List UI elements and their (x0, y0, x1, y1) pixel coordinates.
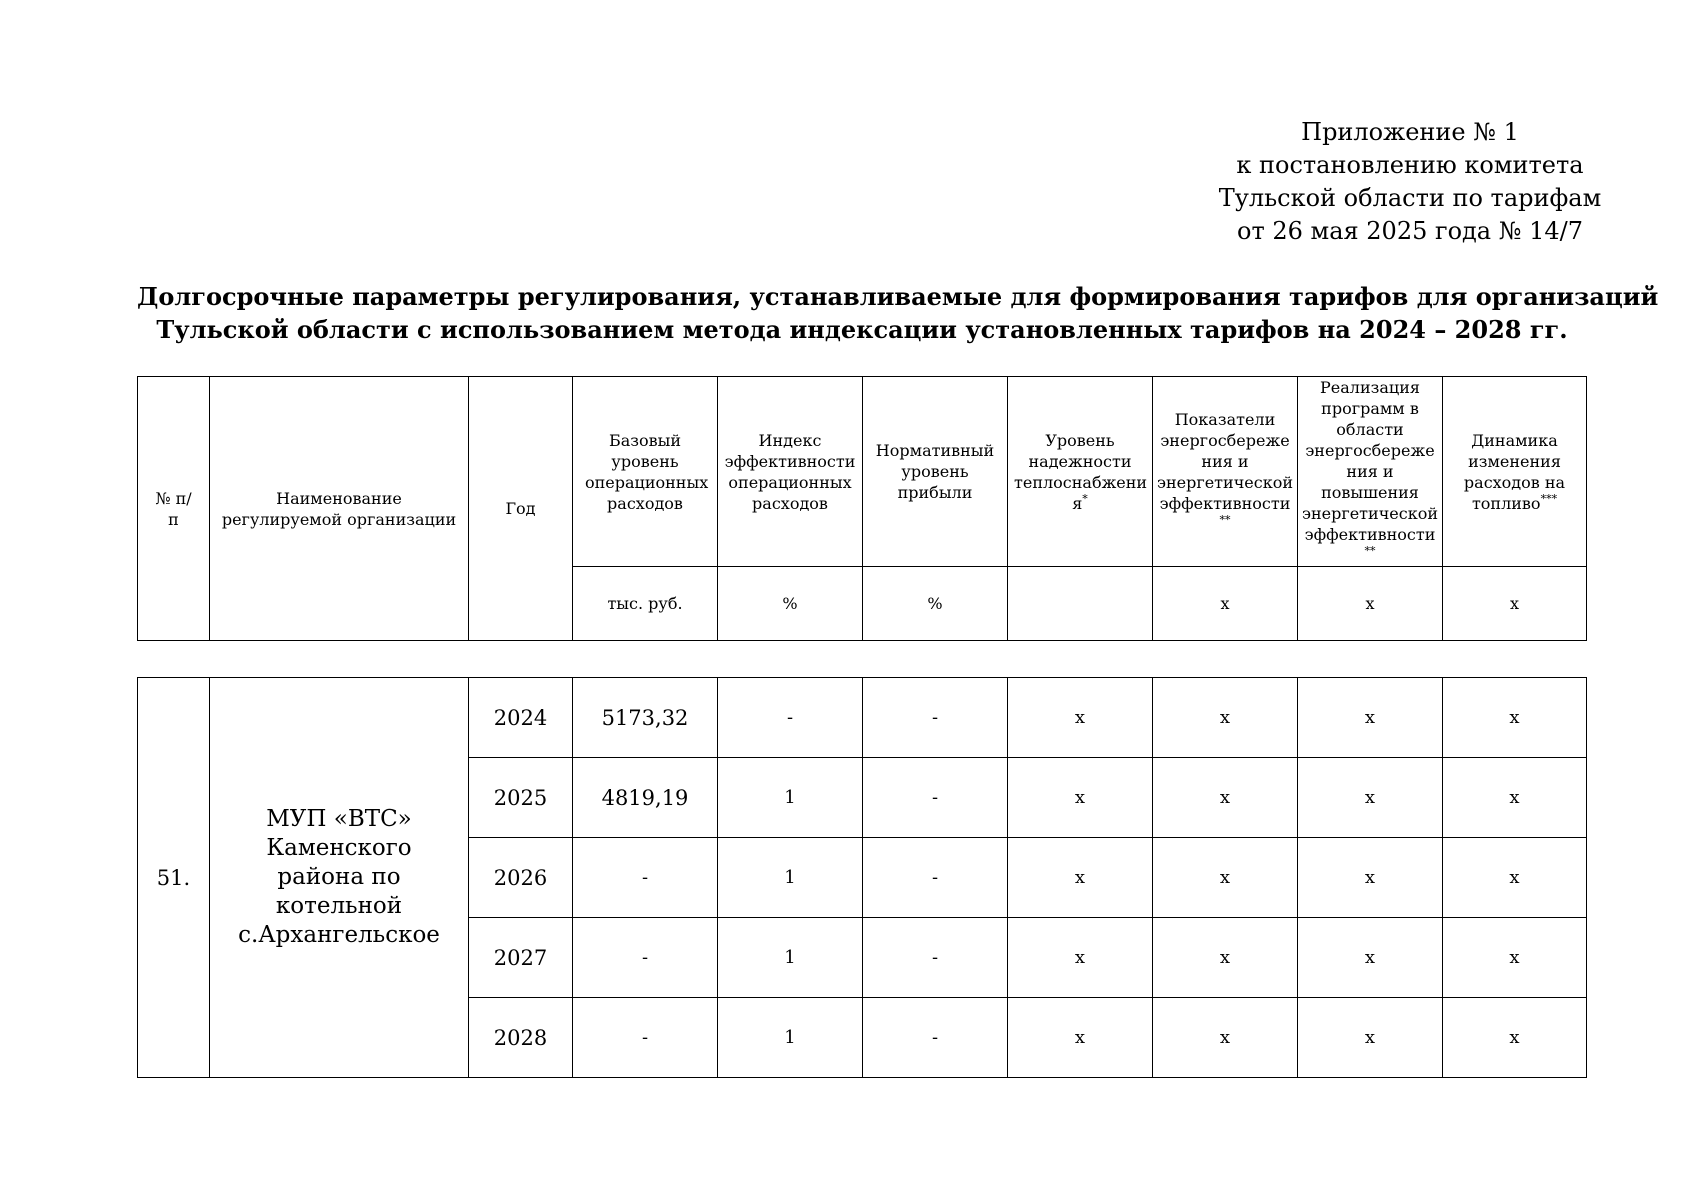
header-fuel (1443, 377, 1587, 567)
cell-base: 5173,32 (573, 678, 718, 758)
header-profit: Нормативный уровень прибыли (863, 377, 1008, 567)
header-reliability (1008, 377, 1153, 567)
cell-fuel: x (1443, 838, 1587, 918)
unit-energy-indicators: x (1153, 567, 1298, 641)
cell-programs: x (1298, 998, 1443, 1078)
header-programs (1298, 377, 1443, 567)
cell-profit: - (863, 758, 1008, 838)
footnote-mark: ** (1219, 513, 1231, 527)
cell-energy-indicators: x (1153, 678, 1298, 758)
header-base: Базовый уровень операционных расходов (573, 377, 718, 567)
title-line: Долгосрочные параметры регулирования, устанавливаемые для формирования тарифов для организаций (137, 282, 1659, 311)
cell-fuel: x (1443, 918, 1587, 998)
cell-profit: - (863, 678, 1008, 758)
header-fuel-text: Динамика изменения расходов на топливо (1463, 430, 1566, 513)
header-energy-indicators-text: Показатели энергосбереже ния и энергетической эффективности (1156, 409, 1293, 513)
footnote-mark: * (1082, 492, 1088, 506)
appendix-line: к постановлению комитета (1236, 151, 1584, 179)
cell-programs: x (1298, 678, 1443, 758)
cell-energy-indicators: x (1153, 758, 1298, 838)
cell-profit: - (863, 918, 1008, 998)
cell-index: 1 (718, 998, 863, 1078)
cell-base: - (573, 998, 718, 1078)
cell-energy-indicators: x (1153, 918, 1298, 998)
title-line: Тульской области с использованием метода индексации установленных тарифов на 2024 – 2028 гг. (156, 315, 1568, 344)
cell-reliability: x (1008, 678, 1153, 758)
unit-base: тыс. руб. (573, 567, 718, 641)
cell-base: - (573, 838, 718, 918)
footnote-mark: ** (1364, 544, 1376, 558)
entry-num: 51. (138, 678, 210, 1078)
cell-energy-indicators: x (1153, 838, 1298, 918)
cell-programs: x (1298, 838, 1443, 918)
appendix-line: от 26 мая 2025 года № 14/7 (1237, 217, 1583, 245)
cell-index: - (718, 678, 863, 758)
cell-reliability: x (1008, 758, 1153, 838)
cell-base: - (573, 918, 718, 998)
header-year: Год (469, 377, 573, 641)
header-org: Наименование регулируемой организации (210, 377, 469, 641)
header-energy-indicators (1153, 377, 1298, 567)
header-table (137, 376, 1587, 641)
cell-reliability: x (1008, 998, 1153, 1078)
cell-fuel: x (1443, 678, 1587, 758)
cell-base: 4819,19 (573, 758, 718, 838)
cell-fuel: x (1443, 758, 1587, 838)
cell-profit: - (863, 838, 1008, 918)
header-reliability-text: Уровень надежности теплоснабжени я (1014, 430, 1148, 513)
document-title (137, 280, 1659, 346)
header-programs-text: Реализация программ в области энергосбереже ния и повышения энергетической эффективности (1301, 378, 1438, 544)
entry-org: МУП «ВТС» Каменского района по котельной с.Архангельское (210, 678, 469, 1078)
unit-profit: % (863, 567, 1008, 641)
cell-reliability: x (1008, 918, 1153, 998)
header-num: № п/п (138, 377, 210, 641)
unit-fuel: x (1443, 567, 1587, 641)
unit-programs: x (1298, 567, 1443, 641)
cell-index: 1 (718, 838, 863, 918)
cell-reliability: x (1008, 838, 1153, 918)
cell-energy-indicators: x (1153, 998, 1298, 1078)
cell-year: 2028 (469, 998, 573, 1078)
cell-profit: - (863, 998, 1008, 1078)
footnote-mark: *** (1540, 492, 1558, 506)
unit-reliability (1008, 567, 1153, 641)
cell-year: 2026 (469, 838, 573, 918)
cell-year: 2024 (469, 678, 573, 758)
table-row (138, 678, 1587, 758)
appendix-line: Тульской области по тарифам (1218, 184, 1602, 212)
cell-index: 1 (718, 918, 863, 998)
cell-programs: x (1298, 758, 1443, 838)
cell-fuel: x (1443, 998, 1587, 1078)
cell-year: 2027 (469, 918, 573, 998)
cell-year: 2025 (469, 758, 573, 838)
cell-index: 1 (718, 758, 863, 838)
data-table (137, 677, 1587, 1078)
unit-index: % (718, 567, 863, 641)
header-index: Индекс эффективности операционных расходов (718, 377, 863, 567)
appendix-line: Приложение № 1 (1301, 118, 1519, 146)
appendix-block (1150, 116, 1670, 248)
cell-programs: x (1298, 918, 1443, 998)
